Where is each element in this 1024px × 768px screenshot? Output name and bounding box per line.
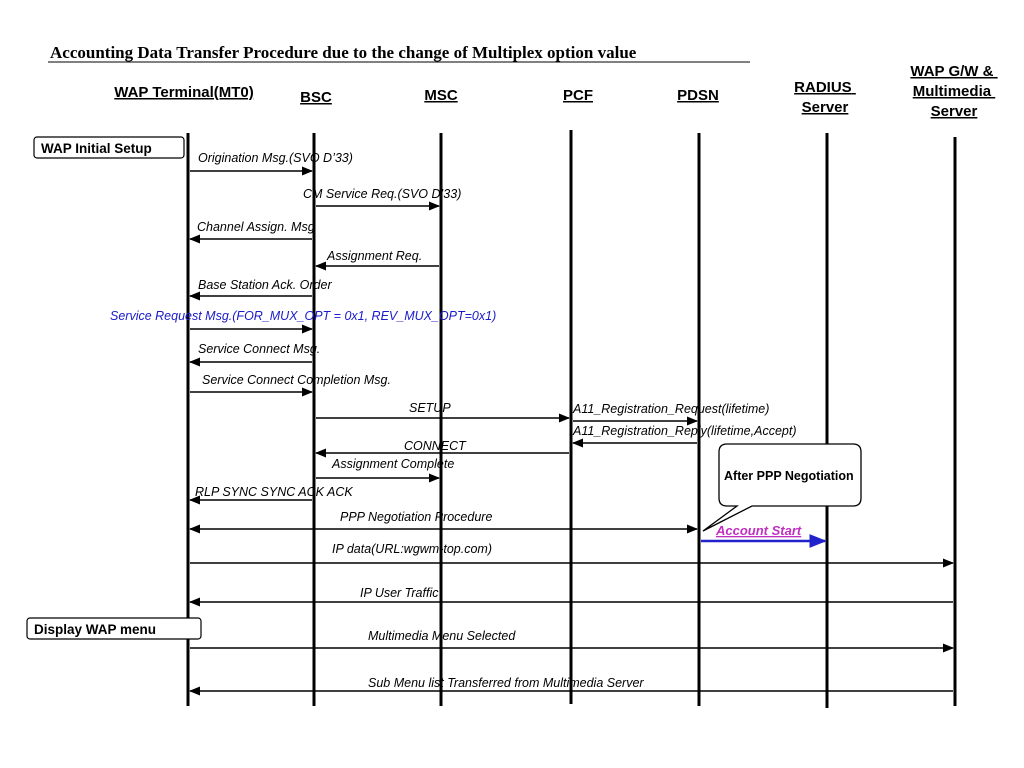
message-label: Multimedia Menu Selected [368, 629, 516, 643]
entity-wap-line-1: WAP Terminal(MT0) [114, 84, 254, 101]
message-label: Base Station Ack. Order [198, 278, 332, 292]
entity-wapgw-line-1: WAP G/W & [910, 63, 994, 80]
message-label: Origination Msg.(SVO D’33) [198, 151, 353, 165]
message-label: Sub Menu list Transferred from Multimedia Server [368, 676, 644, 690]
phase-label: WAP Initial Setup [41, 141, 152, 156]
entity-msc-line-1: MSC [424, 87, 458, 104]
message-label: CONNECT [404, 439, 466, 453]
entity-pcf [563, 87, 593, 104]
message-label: SETUP [409, 401, 451, 415]
phase-label: Display WAP menu [34, 622, 157, 637]
message-label: Service Connect Msg. [198, 342, 321, 356]
entity-wapgw-line-3: Server [930, 103, 978, 120]
message-label: Account Start [716, 523, 802, 538]
phase-wap-initial-setup [34, 137, 184, 158]
message-cm-service-req [303, 187, 461, 206]
message-connect [316, 439, 569, 453]
entity-wap-terminal [114, 84, 253, 101]
message-label: Channel Assign. Msg [197, 220, 315, 234]
entity-wap-gw [910, 63, 997, 120]
entity-bsc [300, 89, 332, 106]
message-label: A11_Registration_Request(lifetime) [573, 402, 770, 416]
phase-display-wap-menu [27, 618, 201, 639]
message-a11-registration-request [572, 402, 769, 421]
message-sub-menu-list [190, 676, 953, 691]
entity-pcf-line-1: PCF [563, 87, 593, 104]
entity-pdsn [677, 87, 719, 104]
entity-msc [424, 87, 458, 104]
message-assignment-complete [316, 457, 454, 478]
message-label: PPP Negotiation Procedure [340, 510, 493, 524]
message-base-station-ack [190, 278, 332, 296]
entity-pdsn-line-1: PDSN [677, 87, 719, 104]
message-label: CM Service Req.(SVO D’33) [303, 187, 462, 201]
entity-radius-line-1: RADIUS [794, 79, 852, 96]
callout-after-ppp-negotiation [703, 444, 861, 531]
message-label: IP data(URL:wgwm-top.com) [332, 542, 492, 556]
entity-wapgw-line-2: Multimedia [912, 83, 992, 100]
callout-label: After PPP Negotiation [724, 469, 854, 483]
message-label: RLP SYNC SYNC ACK ACK [195, 485, 353, 499]
message-account-start [701, 523, 825, 541]
message-service-connect [190, 342, 320, 362]
entity-bsc-line-1: BSC [300, 89, 332, 106]
message-rlp-sync [190, 485, 353, 500]
diagram-title: Accounting Data Transfer Procedure due to the change of Multiplex option value [50, 43, 637, 62]
message-service-request [110, 309, 496, 329]
entity-radius-line-2: Server [801, 99, 849, 116]
message-label: Service Connect Completion Msg. [202, 373, 391, 387]
callout-shape [703, 444, 861, 531]
message-label: A11_Registration_Reply(lifetime,Accept) [573, 424, 797, 438]
message-ppp-negotiation [190, 510, 697, 529]
message-service-connect-completion [190, 373, 391, 392]
entity-radius [794, 79, 856, 116]
message-channel-assign [190, 220, 315, 239]
message-label: Service Request Msg.(FOR_MUX_OPT = 0x1, REV_MUX_OPT=0x1) [110, 309, 497, 323]
message-a11-registration-reply [572, 424, 796, 443]
message-label: Assignment Req. [327, 249, 423, 263]
message-label: Assignment Complete [332, 457, 455, 471]
message-origination [190, 151, 353, 171]
message-assignment-req [316, 249, 439, 266]
message-label: IP User Traffic [360, 586, 439, 600]
